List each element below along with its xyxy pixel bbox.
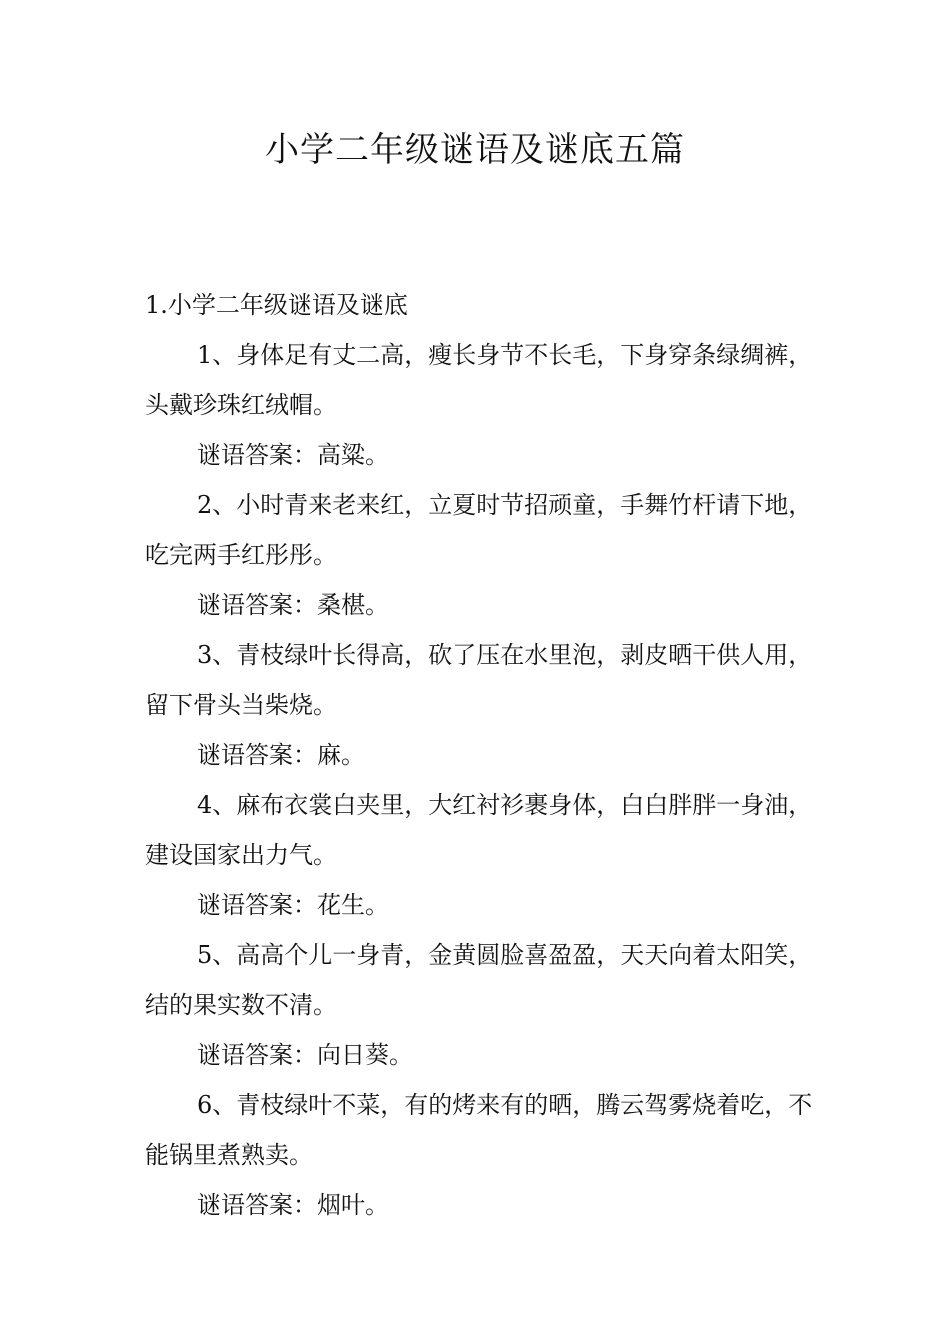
riddle-answer-5: 谜语答案：向日葵。 bbox=[197, 1041, 413, 1069]
riddle-question-3: 3、青枝绿叶长得高，砍了压在水里泡，剥皮晒干供人用，留下骨头当柴烧。 bbox=[145, 641, 813, 719]
riddle-answer-2: 谜语答案：桑椹。 bbox=[197, 591, 389, 619]
document-body bbox=[145, 280, 825, 1230]
riddle-answer-6: 谜语答案：烟叶。 bbox=[197, 1191, 389, 1219]
riddle-question-2: 2、小时青来老来红，立夏时节招顽童，手舞竹杆请下地，吃完两手红彤彤。 bbox=[145, 491, 813, 569]
riddle-answer-1: 谜语答案：高粱。 bbox=[197, 441, 389, 469]
riddle-question-6: 6、青枝绿叶不菜，有的烤来有的晒，腾云驾雾烧着吃，不能锅里煮熟卖。 bbox=[145, 1091, 813, 1169]
riddle-question-5: 5、高高个儿一身青，金黄圆脸喜盈盈，天天向着太阳笑，结的果实数不清。 bbox=[145, 941, 813, 1019]
riddle-answer-3: 谜语答案：麻。 bbox=[197, 741, 365, 769]
riddle-question-4: 4、麻布衣裳白夹里，大红衬衫裹身体，白白胖胖一身油，建设国家出力气。 bbox=[145, 791, 813, 869]
riddle-answer-4: 谜语答案：花生。 bbox=[197, 891, 389, 919]
document-title: 小学二年级谜语及谜底五篇 bbox=[265, 130, 685, 170]
riddle-question-1: 1、身体足有丈二高，瘦长身节不长毛，下身穿条绿绸裤，头戴珍珠红绒帽。 bbox=[145, 341, 813, 419]
section-heading: 1.小学二年级谜语及谜底 bbox=[145, 291, 408, 319]
